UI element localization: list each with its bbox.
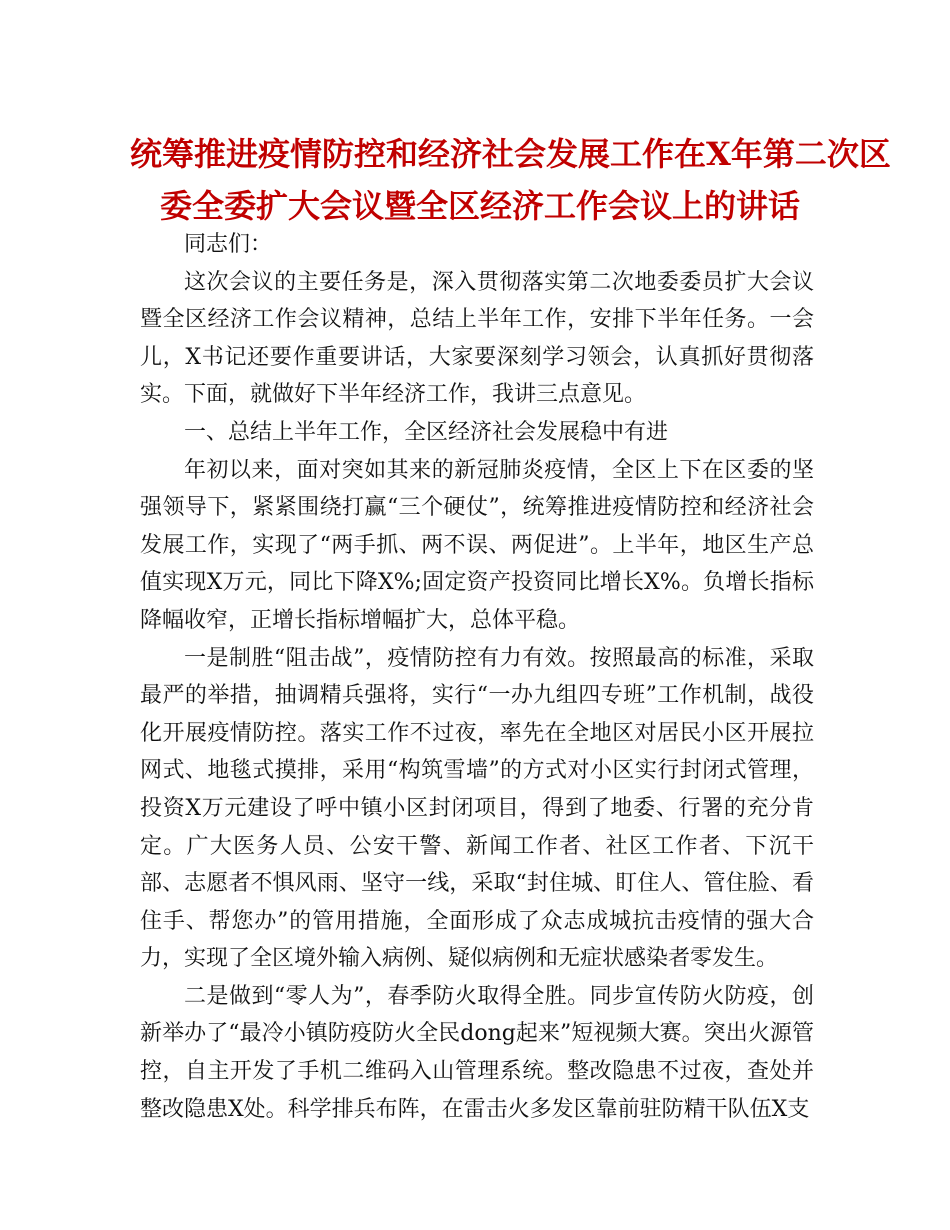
- document-title: [130, 128, 891, 232]
- paragraph-fire-prevention: 二是做到“零人为”，春季防火取得全胜。同步宣传防火防疫，创新举办了“最冷小镇防疫防火全民dong起来”短视频大赛。突出火源管控，自主开发了手机二维码入山管理系统。整改隐患不过夜，查处并整改隐患X处。科学排兵布阵，在雷击火多发区靠前驻防精干队伍X支: [140, 983, 814, 1122]
- title-line-2: 委全委扩大会议暨全区经济工作会议上的讲话: [159, 187, 800, 225]
- section-heading-1: 一、总结上半年工作，全区经济社会发展稳中有进: [184, 419, 669, 445]
- paragraph-intro: 这次会议的主要任务是，深入贯彻落实第二次地委委员扩大会议暨全区经济工作会议精神，总结上半年工作，安排下半年任务。一会儿，X书记还要作重要讲话，大家要深刻学习领会，认真抓好贯彻落实。下面，就做好下半年经济工作，我讲三点意见。: [140, 269, 814, 408]
- document-body: [140, 226, 814, 1128]
- title-line-1: 统筹推进疫情防控和经济社会发展工作在X年第二次区: [130, 135, 891, 173]
- salutation: 同志们：: [184, 232, 273, 257]
- paragraph-overview: 年初以来，面对突如其来的新冠肺炎疫情，全区上下在区委的坚强领导下，紧紧围绕打赢“三个硬仗”，统筹推进疫情防控和经济社会发展工作，实现了“两手抓、两不误、两促进”。上半年，地区生产总值实现X万元，同比下降X%;固定资产投资同比增长X%。负增长指标降幅收窄，正增长指标增幅扩大，总体平稳。: [140, 457, 814, 633]
- paragraph-epidemic: 一是制胜“阻击战”，疫情防控有力有效。按照最高的标准，采取最严的举措，抽调精兵强将，实行“一办九组四专班”工作机制，战役化开展疫情防控。落实工作不过夜，率先在全地区对居民小区开展拉网式、地毯式摸排，采用“构筑雪墙”的方式对小区实行封闭式管理，投资X万元建设了呼中镇小区封闭项目，得到了地委、行署的充分肯定。广大医务人员、公安干警、新闻工作者、社区工作者、下沉干部、志愿者不惧风雨、坚守一线，采取“封住城、盯住人、管住脸、看住手、帮您办”的管用措施，全面形成了众志成城抗击疫情的强大合力，实现了全区境外输入病例、疑似病例和无症状感染者零发生。: [140, 645, 814, 972]
